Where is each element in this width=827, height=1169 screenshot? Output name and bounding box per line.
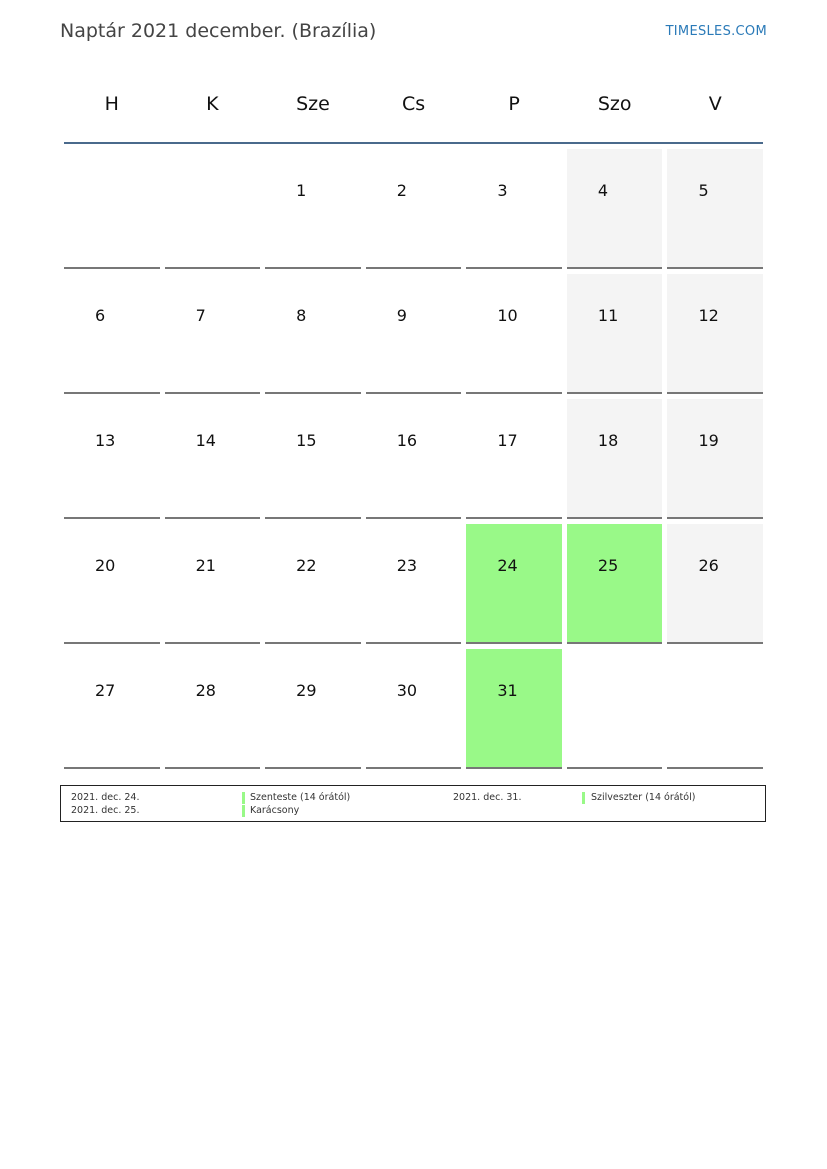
- weekday-mon: H: [104, 93, 119, 115]
- day-number: 18: [597, 431, 619, 450]
- legend-holiday-name: Szilveszter (14 órától): [591, 792, 696, 803]
- legend-date: 2021. dec. 31.: [453, 792, 522, 803]
- day-number: 27: [95, 681, 116, 700]
- day-cell[interactable]: [466, 399, 562, 519]
- day-number: 11: [597, 306, 619, 325]
- day-cell[interactable]: [265, 524, 361, 644]
- day-number: 1: [296, 181, 307, 200]
- calendar: [64, 80, 763, 774]
- day-number: 13: [95, 431, 116, 450]
- legend-color-swatch: [242, 805, 245, 817]
- day-cell[interactable]: [366, 524, 462, 644]
- day-number: 14: [195, 431, 216, 450]
- day-number: 9: [396, 306, 407, 325]
- day-number: 4: [597, 181, 609, 200]
- day-cell-weekend[interactable]: [567, 274, 663, 394]
- header-divider: [64, 142, 763, 144]
- legend-holiday-name: Szenteste (14 órától): [250, 792, 351, 803]
- day-number: 15: [296, 431, 317, 450]
- day-cell[interactable]: [64, 524, 160, 644]
- weekday-tue: K: [206, 93, 219, 115]
- day-number: 10: [497, 306, 518, 325]
- page-title: Naptár 2021 december. (Brazília): [60, 20, 377, 42]
- legend-color-swatch: [242, 792, 245, 804]
- weekday-thu: Cs: [401, 93, 426, 115]
- day-number: 2: [396, 181, 407, 200]
- day-cell-holiday[interactable]: [466, 524, 562, 644]
- week-row: [64, 524, 763, 644]
- week-row: [64, 399, 763, 519]
- weekday-sun: V: [708, 93, 722, 115]
- day-cell[interactable]: [265, 274, 361, 394]
- day-number: 25: [597, 556, 619, 575]
- day-cell[interactable]: [466, 274, 562, 394]
- day-cell[interactable]: [265, 149, 361, 269]
- day-cell[interactable]: [366, 649, 462, 769]
- weekday-fri: P: [508, 93, 520, 115]
- day-number: 22: [296, 556, 317, 575]
- day-cell-empty: [567, 649, 663, 769]
- day-cell[interactable]: [64, 399, 160, 519]
- day-cell[interactable]: [366, 149, 462, 269]
- weeks-grid: [64, 149, 763, 769]
- day-number: 20: [95, 556, 116, 575]
- day-cell[interactable]: [165, 274, 261, 394]
- day-cell[interactable]: [366, 274, 462, 394]
- legend-holiday-name: Karácsony: [250, 805, 300, 816]
- day-cell[interactable]: [165, 399, 261, 519]
- day-number: 21: [195, 556, 216, 575]
- day-cell-empty: [667, 649, 763, 769]
- day-cell-weekend[interactable]: [667, 149, 763, 269]
- day-cell-weekend[interactable]: [667, 274, 763, 394]
- day-number: 30: [396, 681, 418, 700]
- day-number: 17: [497, 431, 518, 450]
- week-row: [64, 649, 763, 769]
- day-cell[interactable]: [64, 649, 160, 769]
- day-number: 3: [497, 181, 508, 200]
- day-cell-weekend[interactable]: [667, 524, 763, 644]
- day-number: 7: [195, 306, 206, 325]
- day-cell[interactable]: [64, 274, 160, 394]
- brand-link[interactable]: TIMESLES.COM: [665, 24, 767, 39]
- day-cell-holiday[interactable]: [567, 524, 663, 644]
- holiday-legend: [60, 785, 766, 822]
- day-number: 23: [396, 556, 418, 575]
- legend-date: 2021. dec. 25.: [71, 805, 140, 816]
- day-cell[interactable]: [466, 149, 562, 269]
- day-number: 28: [195, 681, 216, 700]
- day-cell-empty: [165, 149, 261, 269]
- weekday-sat: Szo: [597, 93, 632, 115]
- day-number: 12: [698, 306, 719, 325]
- day-cell[interactable]: [165, 524, 261, 644]
- day-number: 29: [296, 681, 317, 700]
- day-number: 16: [396, 431, 418, 450]
- day-number: 31: [497, 681, 518, 700]
- week-row: [64, 149, 763, 269]
- day-cell-holiday[interactable]: [466, 649, 562, 769]
- day-cell-weekend[interactable]: [567, 149, 663, 269]
- weekday-header-row: [64, 80, 763, 128]
- day-number: 5: [698, 181, 709, 200]
- day-number: 24: [497, 556, 518, 575]
- day-cell[interactable]: [265, 649, 361, 769]
- day-number: 6: [95, 306, 106, 325]
- day-number: 8: [296, 306, 307, 325]
- day-cell[interactable]: [366, 399, 462, 519]
- day-cell[interactable]: [265, 399, 361, 519]
- day-number: 19: [698, 431, 719, 450]
- day-number: 26: [698, 556, 719, 575]
- legend-color-swatch: [582, 792, 585, 804]
- day-cell-empty: [64, 149, 160, 269]
- day-cell-weekend[interactable]: [567, 399, 663, 519]
- day-cell[interactable]: [165, 649, 261, 769]
- day-cell-weekend[interactable]: [667, 399, 763, 519]
- week-row: [64, 274, 763, 394]
- legend-date: 2021. dec. 24.: [71, 792, 140, 803]
- weekday-wed: Sze: [296, 93, 330, 115]
